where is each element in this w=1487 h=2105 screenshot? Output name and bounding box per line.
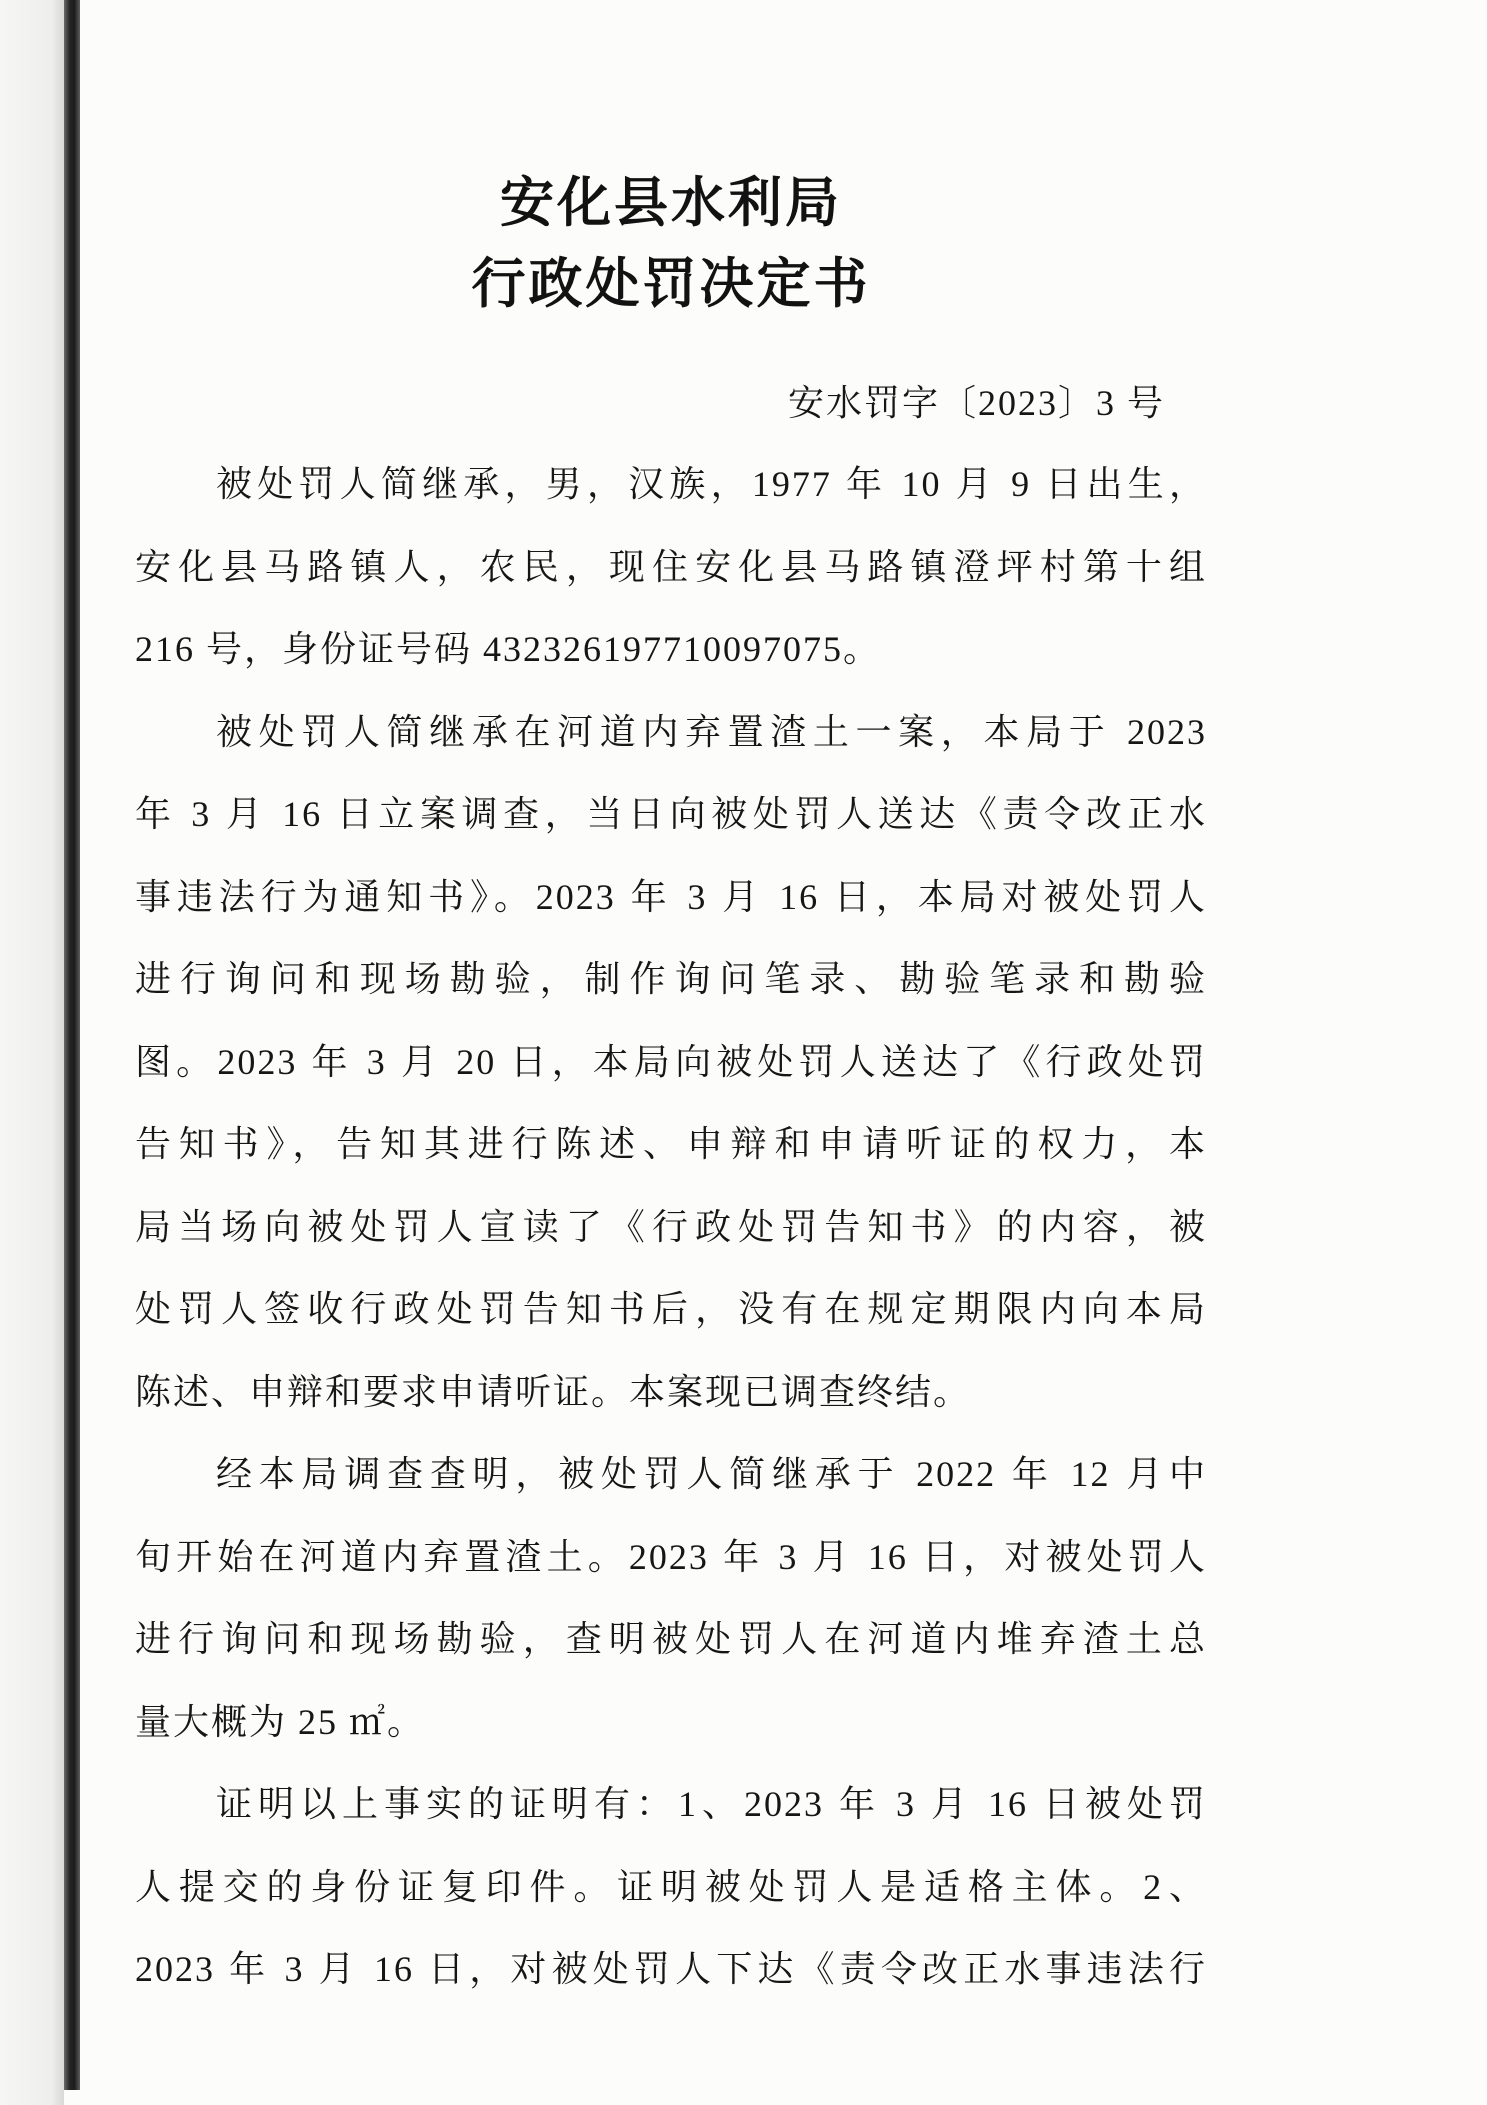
paragraph-findings [135,1433,1207,1763]
text-line: 陈述、申辩和要求申请听证。本案现已调查终结。 [135,1371,972,1412]
text-line: 进行询问和现场勘验，查明被处罚人在河道内堆弃渣土总 [135,1619,1207,1659]
document-type-title: 行政处罚决定书 [471,252,871,315]
text-line: 量大概为 25 ㎡。 [135,1701,426,1742]
issuing-authority-title: 安化县水利局 [500,171,842,234]
scan-margin [0,0,64,2105]
text-line: 被处罚人简继承在河道内弃置渣土一案，本局于 2023 [216,711,1207,752]
text-line: 图。2023 年 3 月 20 日，本局向被处罚人送达了《行政处罚 [135,1041,1207,1082]
binding-shadow [64,0,80,2090]
text-line: 旬开始在河道内弃置渣土。2023 年 3 月 16 日，对被处罚人 [135,1536,1207,1577]
text-line: 经本局调查查明，被处罚人简继承于 2022 年 12 月中 [216,1454,1207,1494]
text-line: 事违法行为通知书》。2023 年 3 月 16 日，本局对被处罚人 [135,876,1207,917]
text-line: 安化县马路镇人，农民，现住安化县马路镇澄坪村第十组 [135,546,1207,587]
text-line: 处罚人签收行政处罚告知书后，没有在规定期限内向本局 [135,1289,1207,1329]
text-line: 年 3 月 16 日立案调查，当日向被处罚人送达《责令改正水 [135,794,1207,834]
text-line: 证明以上事实的证明有：1、2023 年 3 月 16 日被处罚 [216,1784,1207,1824]
paragraph-evidence [135,1763,1207,2011]
paragraph-case-procedure [135,691,1207,1434]
text-line: 局当场向被处罚人宣读了《行政处罚告知书》的内容，被 [135,1206,1207,1247]
text-line: 人提交的身份证复印件。证明被处罚人是适格主体。2、 [135,1866,1207,1907]
text-line: 216 号，身份证号码 432326197710097075。 [135,629,882,669]
paragraph-party-info [135,443,1207,691]
text-line: 被处罚人简继承，男，汉族，1977 年 10 月 9 日出生， [216,464,1207,504]
document-body [135,443,1207,2011]
document-number: 安水罚字〔2023〕3 号 [787,383,1165,423]
text-line: 2023 年 3 月 16 日，对被处罚人下达《责令改正水事违法行 [135,1949,1207,1989]
text-line: 告知书》，告知其进行陈述、申辩和申请听证的权力，本 [135,1124,1207,1164]
text-line: 进行询问和现场勘验，制作询问笔录、勘验笔录和勘验 [135,959,1207,999]
